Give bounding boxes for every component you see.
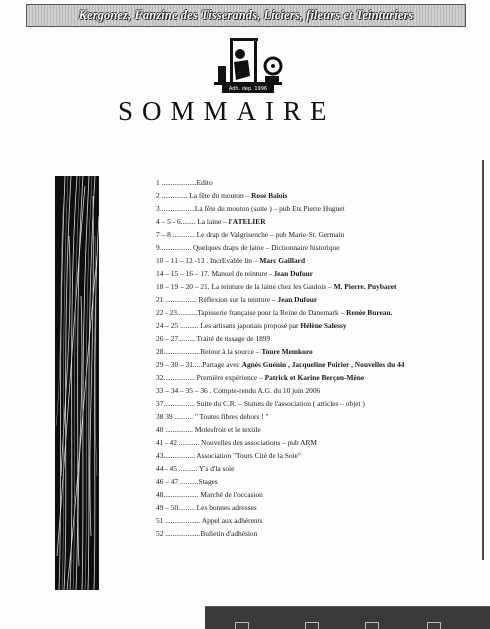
toc-pages: 43................. bbox=[156, 451, 195, 460]
grass-photo bbox=[55, 176, 99, 590]
toc-pages: 38 39 .......... bbox=[156, 412, 193, 421]
toc-text: La fête du mouton (suite ) – pub Ets Pierre Huguet bbox=[194, 204, 345, 213]
toc-text: La fête du mouton – bbox=[189, 191, 250, 200]
toc-entry bbox=[156, 488, 476, 501]
toc-pages: 22 - 23........... bbox=[156, 308, 198, 317]
toc-text: Molesfroit et le textile bbox=[194, 425, 261, 434]
toc-text: Suite du C.R. – Statuts de l'association ( articles – objet ) bbox=[196, 399, 365, 408]
toc-text: Manuel de teinture - bbox=[211, 269, 272, 278]
toc-text: Association "Tours Cité de la Soie" bbox=[196, 451, 301, 460]
toc-entry bbox=[156, 280, 476, 293]
toc-text: Le drap de Valgrisenche – pub Marie-St. Germain bbox=[196, 230, 345, 239]
toc-entry bbox=[156, 241, 476, 254]
toc-entry bbox=[156, 215, 476, 228]
toc-pages: 4 – 5 - 6........ bbox=[156, 217, 196, 226]
toc-entry bbox=[156, 332, 476, 345]
weaver-logo-icon bbox=[210, 36, 286, 92]
toc-author: Marc Gaillard bbox=[259, 256, 306, 265]
toc-author: Rose Balois bbox=[251, 191, 288, 200]
toc-pages: 9................. bbox=[156, 243, 192, 252]
toc-entry bbox=[156, 254, 476, 267]
toc-entry bbox=[156, 176, 476, 189]
toc-author: Renée Bureau. bbox=[346, 308, 393, 317]
toc-text: La teinture de la laine chez les Gaulois – bbox=[211, 282, 332, 291]
toc-entry bbox=[156, 384, 476, 397]
toc-text: Partage avec bbox=[202, 360, 240, 369]
toc-text: Nouvelles des associations – pub ARM bbox=[200, 438, 317, 447]
toc-text: Bulletin d'adhésion bbox=[200, 529, 258, 538]
toc-text: Traité de tissage de 1899 bbox=[196, 334, 271, 343]
toc-pages: 37................. bbox=[156, 399, 195, 408]
toc-pages: 3................... bbox=[156, 204, 195, 213]
toc-pages: 28.................... bbox=[156, 347, 201, 356]
toc-text: Les bonnes adresses bbox=[196, 503, 257, 512]
toc-text: Quelques draps de laine – Dictionnaire historique bbox=[192, 243, 340, 252]
toc-pages: 44 - 45 .......... bbox=[156, 464, 198, 473]
toc-text: " Toutes fibres dehors ! " bbox=[194, 412, 269, 421]
toc-text: Edito bbox=[196, 178, 213, 187]
toc-entry bbox=[156, 306, 476, 319]
toc-entry bbox=[156, 228, 476, 241]
toc-entry bbox=[156, 267, 476, 280]
toc-entry bbox=[156, 202, 476, 215]
toc-entry bbox=[156, 423, 476, 436]
banner-title: Kergonez, Fanzine des Tisserands, Liciers, fileurs et Teinturiers bbox=[78, 8, 414, 22]
toc-author: Jean Dufour bbox=[273, 269, 314, 278]
toc-entry bbox=[156, 501, 476, 514]
toc-pages: 2 .............. bbox=[156, 191, 188, 200]
toc-pages: 51 ................... bbox=[156, 516, 201, 525]
toc-author: Hélène Salessy bbox=[300, 321, 347, 330]
toc-pages: 40 ............... bbox=[156, 425, 193, 434]
toc-text: Stages bbox=[198, 477, 218, 486]
toc-entry bbox=[156, 319, 476, 332]
toc-pages: 24 – 25 .......... bbox=[156, 321, 199, 330]
toc-entry bbox=[156, 527, 476, 540]
toc-entry bbox=[156, 358, 476, 371]
toc-entry bbox=[156, 397, 476, 410]
toc-pages: 26 – 27......... bbox=[156, 334, 195, 343]
table-of-contents bbox=[156, 176, 476, 540]
toc-text: Retour à la source – bbox=[200, 347, 260, 356]
toc-text: Les artisans japonais proposé par bbox=[200, 321, 299, 330]
toc-text: Tapisserie française pour la Reine de Danemark – bbox=[197, 308, 345, 317]
page-edge-line bbox=[482, 160, 484, 560]
toc-pages: 1 ................... bbox=[156, 178, 197, 187]
toc-entry bbox=[156, 462, 476, 475]
toc-pages: 10 – 11 – 12 -13 . bbox=[156, 256, 209, 265]
toc-pages: 29 – 30 – 31..... bbox=[156, 360, 203, 369]
toc-pages: 41 - 42 ........... bbox=[156, 438, 200, 447]
toc-pages: 21 ................. bbox=[156, 295, 197, 304]
toc-pages: 18 – 19 – 20 – 21. bbox=[156, 282, 210, 291]
toc-pages: 52 ................... bbox=[156, 529, 201, 538]
toc-text: Y's d'la soie bbox=[198, 464, 235, 473]
toc-entry bbox=[156, 371, 476, 384]
toc-text: Compte-rendu A.G. du 10 juin 2006 bbox=[213, 386, 321, 395]
toc-entry bbox=[156, 436, 476, 449]
toc-author: Patrick et Karine Berçon-Mène bbox=[264, 373, 365, 382]
toc-text: Réflexion sur la teinture – bbox=[198, 295, 276, 304]
toc-pages: 32................. bbox=[156, 373, 195, 382]
page-title: SOMMAIRE bbox=[118, 96, 336, 126]
toc-pages: 46 – 47 .......... bbox=[156, 477, 199, 486]
toc-entry bbox=[156, 449, 476, 462]
toc-entry bbox=[156, 514, 476, 527]
toc-entry bbox=[156, 410, 476, 423]
logo-caption: Adh. dep. 1996 bbox=[222, 85, 274, 93]
toc-author: Toure Memkoro bbox=[261, 347, 313, 356]
toc-entry bbox=[156, 293, 476, 306]
toc-pages: 49 – 50......... bbox=[156, 503, 195, 512]
toc-text: Marché de l'occasion bbox=[200, 490, 263, 499]
toc-entry bbox=[156, 345, 476, 358]
toc-text: La laine – bbox=[197, 217, 227, 226]
toc-pages: 14 – 15 – 16 – 17. bbox=[156, 269, 210, 278]
toc-pages: 33 – 34 – 35 – 36 . bbox=[156, 386, 212, 395]
toc-text: Appel aux adhérents bbox=[201, 516, 263, 525]
toc-text: Première expérience – bbox=[196, 373, 263, 382]
toc-author: Agnès Guénin , Jacqueline Poirier , Nouvelles du 44 bbox=[241, 360, 405, 369]
toc-entry bbox=[156, 189, 476, 202]
toc-author: l'ATELIER bbox=[228, 217, 266, 226]
toc-pages: 48................... bbox=[156, 490, 199, 499]
toc-author: M. Pierre. Puybaret bbox=[333, 282, 397, 291]
toc-entry bbox=[156, 475, 476, 488]
toc-pages: 7 – 8 ............ bbox=[156, 230, 195, 239]
viewer-toolbar bbox=[205, 606, 490, 629]
toc-text: IncrEvable lin – bbox=[209, 256, 258, 265]
toc-author: Jean Dufour bbox=[277, 295, 318, 304]
header-banner bbox=[26, 4, 466, 27]
